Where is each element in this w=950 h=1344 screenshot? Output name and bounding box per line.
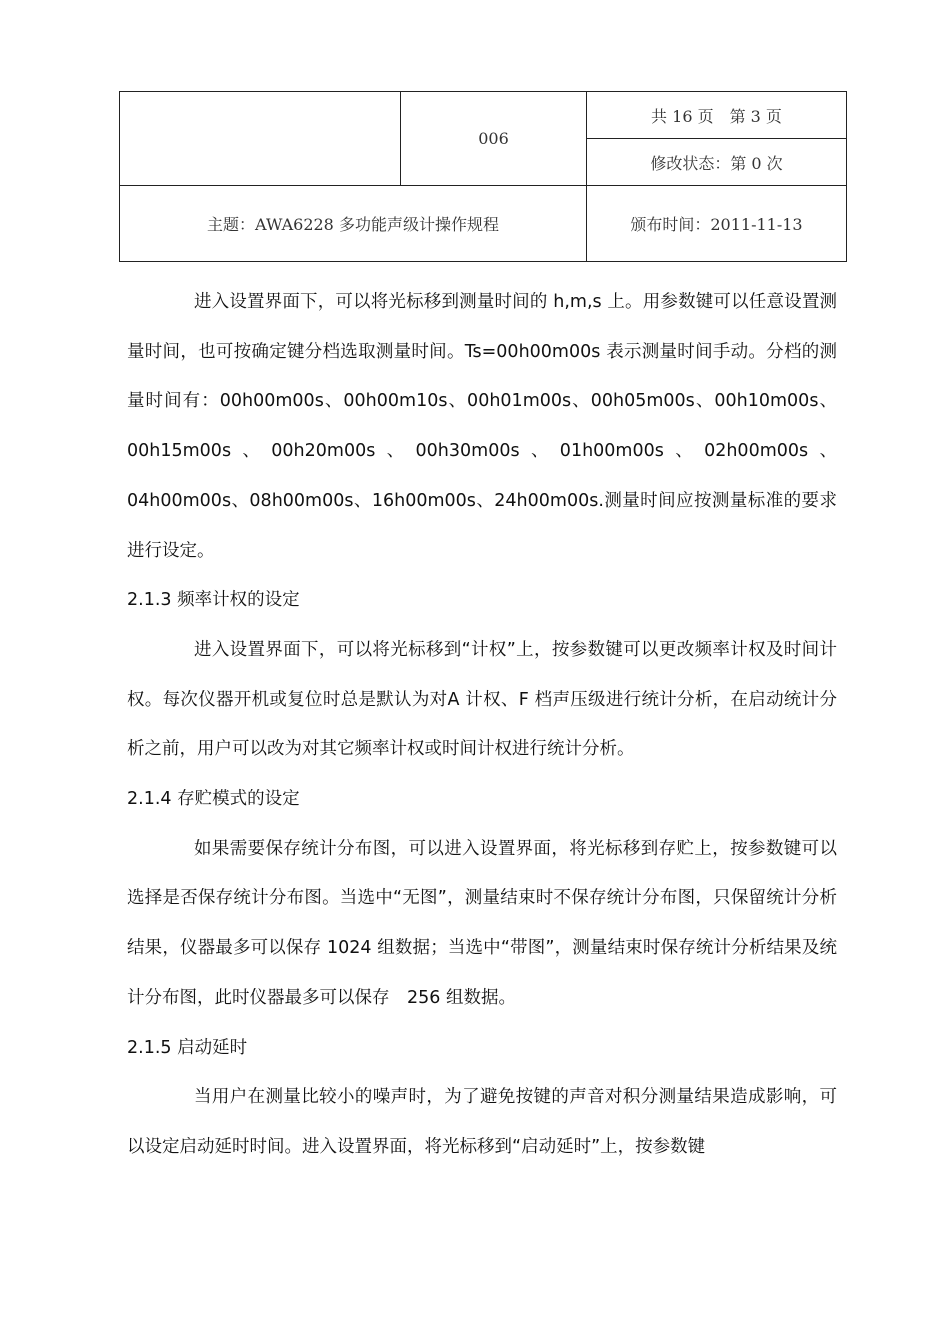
- release-date: 颁布时间：2011-11-13: [587, 186, 847, 262]
- section-heading-2-1-4: 2.1.4 存贮模式的设定: [127, 789, 300, 810]
- document-header-table: [119, 91, 847, 262]
- doc-number: 006: [401, 92, 587, 186]
- paragraph-start-delay: 当用户在测量比较小的噪声时，为了避免按键的声音对积分测量结果造成影响，可以设定启动延时时间。进入设置界面，将光标移到“启动延时”上，按参数键: [127, 1087, 837, 1157]
- revision-status: 修改状态：第 0 次: [587, 139, 847, 186]
- paragraph-storage-mode: 如果需要保存统计分布图，可以进入设置界面，将光标移到存贮上，按参数键可以选择是否保存统计分布图。当选中“无图”，测量结束时不保存统计分布图，只保留统计分析结果，仪器最多可以保存 1024 组数据；当选中“带图”，测量结束时保存统计分析结果及统计分布图，此时仪器最多可以保存 256 组数据。: [127, 838, 837, 1008]
- paragraph-frequency-weighting: 进入设置界面下，可以将光标移到“计权”上，按参数键可以更改频率计权及时间计权。每次仪器开机或复位时总是默认为对A 计权、F 档声压级进行统计分析，在启动统计分析之前，用户可以改为对其它频率计权或时间计权进行统计分析。: [127, 639, 837, 760]
- document-body: [127, 278, 837, 1173]
- section-heading-2-1-3: 2.1.3 频率计权的设定: [127, 590, 300, 611]
- section-heading-2-1-5: 2.1.5 启动延时: [127, 1037, 248, 1058]
- document-subject: 主题：AWA6228 多功能声级计操作规程: [120, 186, 587, 262]
- paragraph-measure-time: 进入设置界面下，可以将光标移到测量时间的 h,m,s 上。用参数键可以任意设置测量时间，也可按确定键分档选取测量时间。Ts=00h00m00s 表示测量时间手动。分档的测量时间有：00h00m00s、00h00m10s、00h01m00s、00h05m00s、00h10m00s、00h15m00s、00h20m00s、00h30m00s、01h00m00s、02h00m00s、04h00m00s、08h00m00s、16h00m00s、24h00m00s.测量时间应按测量标准的要求进行设定。: [127, 292, 837, 561]
- page-count: 共 16 页 第 3 页: [587, 92, 847, 139]
- header-blank-cell: [120, 92, 401, 186]
